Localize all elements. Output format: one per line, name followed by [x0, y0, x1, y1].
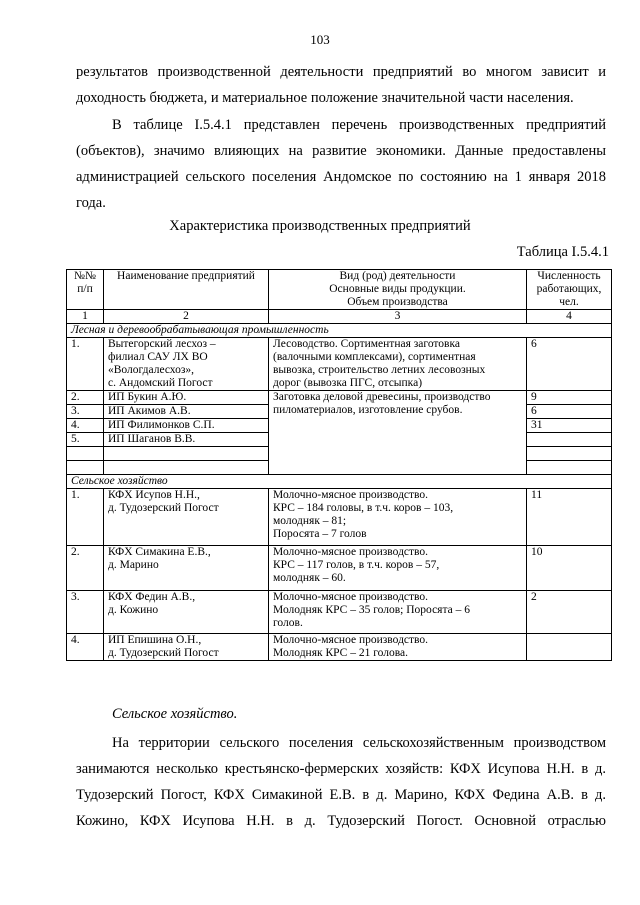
section-row — [67, 324, 612, 338]
header-name: Наименование предприятий — [104, 270, 269, 310]
enterprises-table — [66, 269, 612, 661]
table-caption: Характеристика производственных предприятий — [169, 218, 471, 234]
activity-description: Молочно-мясное производство. Молодняк КРС – 21 голова. — [269, 634, 527, 661]
activity-description: Заготовка деловой древесины, производство пиломатериалов, изготовление срубов. — [269, 391, 527, 475]
paragraph-line: результатов производственной деятельности предприятий во многом зависит и — [76, 64, 606, 80]
table-row — [67, 338, 612, 391]
column-numbers-row — [67, 310, 612, 324]
enterprise-name: ИП Епишина О.Н., д. Тудозерский Погост — [104, 634, 269, 661]
activity-description: Лесоводство. Сортиментная заготовка (валочными комплексами), сортиментная вывозка, строительство летних лесовозных дорог (вывозка ПГС, отсыпка) — [269, 338, 527, 391]
staff-count: 2 — [527, 591, 612, 634]
activity-description: Молочно-мясное производство. КРС – 184 головы, в т.ч. коров – 103, молодняк – 81; Поросята – 7 голов — [269, 489, 527, 546]
paragraph-line: года. — [76, 195, 106, 211]
table-row — [67, 634, 612, 661]
paragraph-line: Кожино, КФХ Исупова Н.Н. в д. Тудозерский Погост. Основной отраслью — [76, 813, 606, 829]
page-number: 103 — [310, 32, 330, 47]
staff-count: 31 — [527, 419, 612, 433]
row-number: 3. — [67, 405, 104, 419]
header-activity: Вид (род) деятельности Основные виды продукции. Объем производства — [269, 270, 527, 310]
paragraph-line: доходность бюджета, и материальное положение значительной части населения. — [76, 90, 574, 106]
row-number: 1. — [67, 489, 104, 546]
table-header-row — [67, 270, 612, 310]
table-row — [67, 391, 612, 405]
enterprise-name: КФХ Исупов Н.Н., д. Тудозерский Погост — [104, 489, 269, 546]
paragraph-intro — [76, 59, 606, 111]
header-staff: Численность работающих, чел. — [527, 270, 612, 310]
staff-count — [527, 634, 612, 661]
activity-description: Молочно-мясное производство. Молодняк КРС – 35 голов; Поросята – 6 голов. — [269, 591, 527, 634]
paragraph-agriculture — [76, 730, 606, 834]
row-number: 2. — [67, 546, 104, 591]
staff-count: 10 — [527, 546, 612, 591]
enterprise-name: Вытегорский лесхоз – филиал САУ ЛХ ВО «Вологдалесхоз», с. Андомский Погост — [104, 338, 269, 391]
table-row — [67, 591, 612, 634]
table-row — [67, 546, 612, 591]
agriculture-heading: Сельское хозяйство. — [112, 706, 238, 722]
paragraph-line: занимаются несколько крестьянско-фермерских хозяйств: КФХ Исупова Н.Н. в д. — [76, 761, 606, 777]
section-row — [67, 475, 612, 489]
column-number: 4 — [527, 310, 612, 324]
table-row — [67, 489, 612, 546]
column-number: 3 — [269, 310, 527, 324]
row-number: 4. — [67, 634, 104, 661]
staff-count: 6 — [527, 405, 612, 419]
paragraph-table-reference — [76, 112, 606, 216]
row-number: 3. — [67, 591, 104, 634]
row-number: 1. — [67, 338, 104, 391]
activity-description: Молочно-мясное производство. КРС – 117 голов, в т.ч. коров – 57, молодняк – 60. — [269, 546, 527, 591]
enterprise-name: КФХ Федин А.В., д. Кожино — [104, 591, 269, 634]
column-number: 1 — [67, 310, 104, 324]
section-title-agriculture: Сельское хозяйство — [67, 475, 612, 489]
enterprise-name: ИП Филимонков С.П. — [104, 419, 269, 433]
paragraph-line: На территории сельского поселения сельскохозяйственным производством — [112, 735, 606, 751]
row-number: 5. — [67, 433, 104, 447]
staff-count: 6 — [527, 338, 612, 391]
staff-count — [527, 433, 612, 447]
column-number: 2 — [104, 310, 269, 324]
enterprise-name: ИП Акимов А.В. — [104, 405, 269, 419]
enterprise-name: ИП Букин А.Ю. — [104, 391, 269, 405]
paragraph-line: (объектов), значимо влияющих на развитие экономики. Данные предоставлены — [76, 143, 606, 159]
staff-count: 9 — [527, 391, 612, 405]
table-label: Таблица I.5.4.1 — [516, 244, 609, 260]
section-title-forestry: Лесная и деревообрабатывающая промышленность — [67, 324, 612, 338]
header-num: №№ п/п — [67, 270, 104, 310]
enterprise-name: ИП Шаганов В.В. — [104, 433, 269, 447]
staff-count: 11 — [527, 489, 612, 546]
paragraph-line: администрацией сельского поселения Андомское по состоянию на 1 января 2018 — [76, 169, 606, 185]
paragraph-line: Тудозерский Погост, КФХ Симакиной Е.В. в д. Марино, КФХ Федина А.В. в д. — [76, 787, 606, 803]
enterprise-name: КФХ Симакина Е.В., д. Марино — [104, 546, 269, 591]
row-number: 2. — [67, 391, 104, 405]
row-number: 4. — [67, 419, 104, 433]
paragraph-line: В таблице I.5.4.1 представлен перечень производственных предприятий — [112, 117, 606, 133]
